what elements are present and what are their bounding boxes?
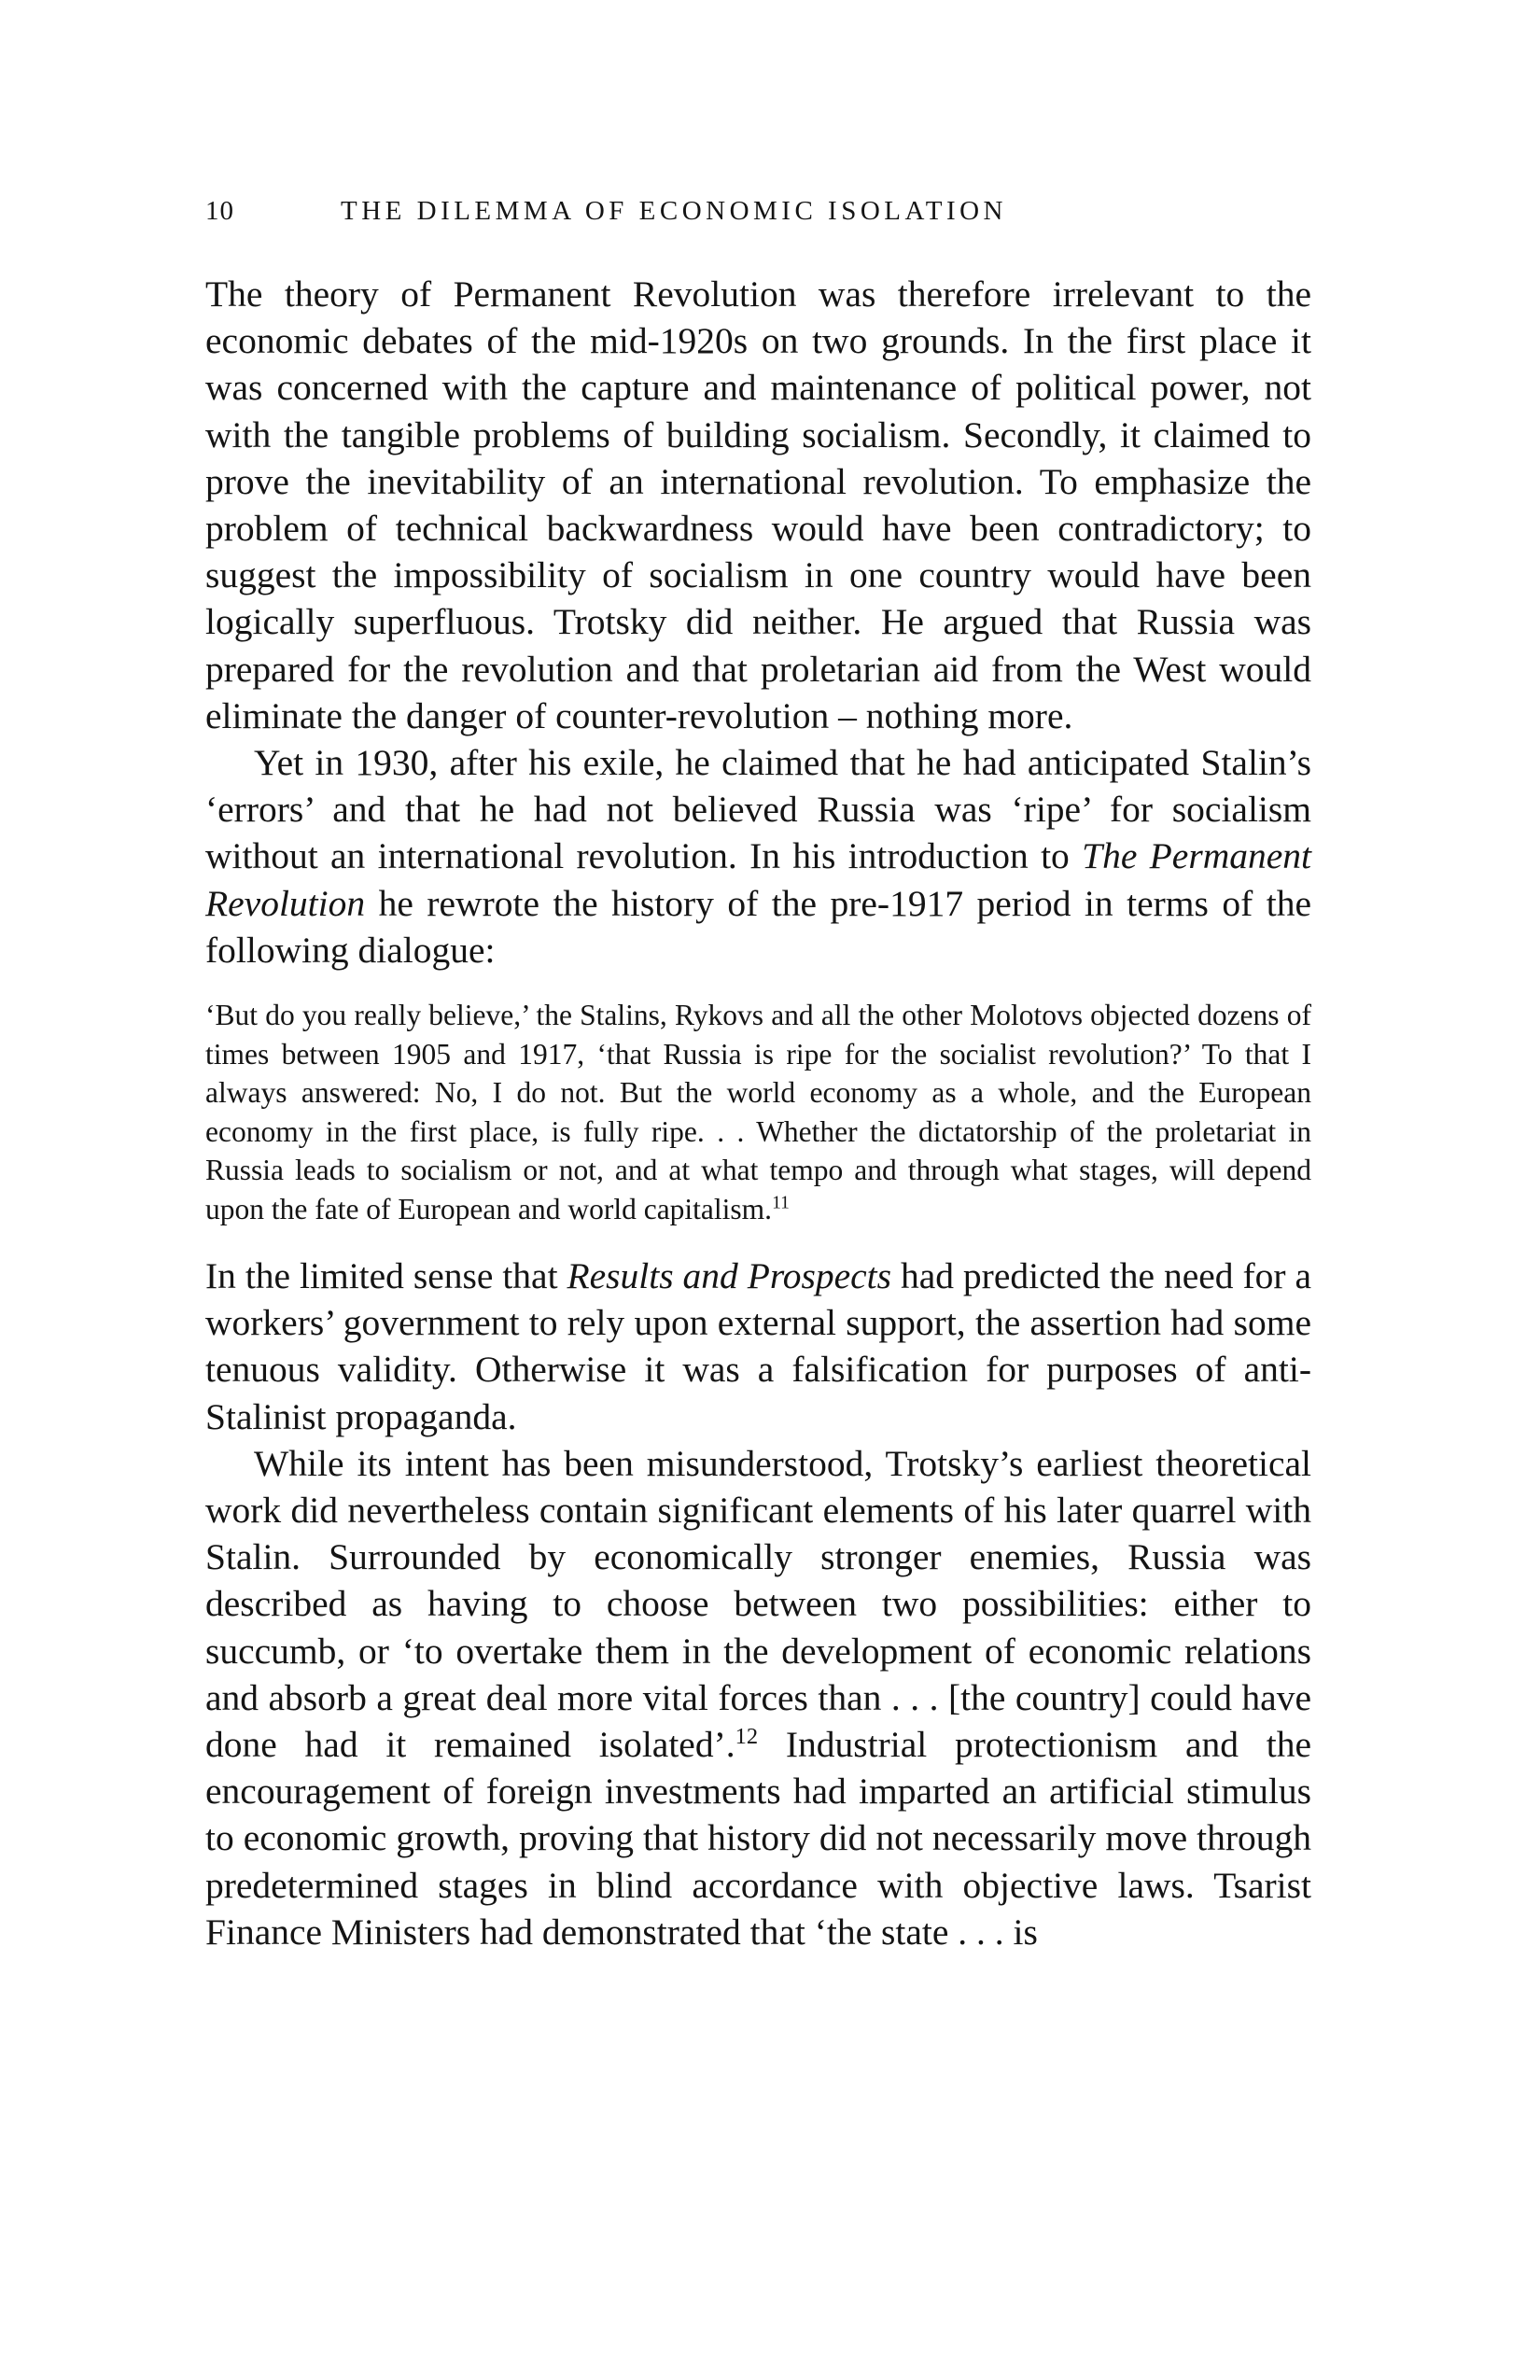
paragraph-text: Industrial protectionism and the encouragement of foreign investments had imparted an artificial stimulus to economic growth, proving that history did not necessarily move through predetermined stages in blind accordance with objective laws. Tsarist Finance Ministers had demonstrated that ‘the state . . . is: [205, 1724, 1311, 1953]
paragraph-text: had predicted the need for a workers’ government to rely upon external support, the assertion had some tenuous validity. Otherwise it was a falsification for purposes of anti-Stalinist propaganda.: [205, 1255, 1311, 1437]
paragraph-text: While its intent has been misunderstood, Trotsky’s earliest theoretical work did nevertheless contain significant elements of his later quarrel with Stalin. Surrounded by economically stronger enemies, Russia was described as having to choose between two possibilities: either to succumb, or ‘to overtake them in the development of economic relations and absorb a great deal more vital forces than . . . [the country] could have done had it remained isolated’.: [205, 1442, 1311, 1766]
running-head: [205, 196, 1311, 245]
paragraph-text: Yet in 1930, after his exile, he claimed that he had anticipated Stalin’s ‘errors’ and that he had not believed Russia was ‘ripe’ for socialism without an international revolution. In his introduction to: [205, 742, 1311, 877]
paragraph-results-and-prospects: [205, 1253, 1311, 1440]
paragraph-permanent-revolution: The theory of Permanent Revolution was therefore irrelevant to the economic debates of the mid-1920s on two grounds. In the first place it was concerned with the capture and maintenance of political power, not with the tangible problems of building socialism. Secondly, it claimed to prove the inevitability of an international revolution. To emphasize the problem of technical backwardness would have been contradictory; to suggest the impossibility of socialism in one country would have been logically superfluous. Trotsky did neither. He argued that Russia was prepared for the revolution and that proletarian aid from the West would eliminate the danger of counter-revolution – nothing more.: [205, 273, 1311, 736]
paragraph-text: In the limited sense that: [205, 1255, 567, 1297]
paragraph-trotsky-claim: [205, 739, 1311, 973]
block-quote: [205, 996, 1311, 1228]
quote-text: ‘But do you really believe,’ the Stalins, Rykovs and all the other Molotovs objected dozens of times between 1905 and 1917, ‘that Russia is ripe for the socialist revolution?’ To that I always answered: No, I do not. But the world economy as a whole, and the European economy in the first place, is fully ripe. . . Whether the dictatorship of the proletariat in Russia leads to socialism or not, and at what tempo and through what stages, will depend upon the fate of European and world capitalism.: [205, 999, 1311, 1225]
book-page: [205, 196, 1311, 1955]
book-title: The Permanent Revolution: [205, 835, 1311, 924]
running-title: THE DILEMMA OF ECONOMIC ISOLATION: [341, 196, 1007, 226]
footnote-reference: 11: [772, 1193, 790, 1213]
paragraph-text: he rewrote the history of the pre-1917 period in terms of the following dialogue:: [205, 882, 1311, 971]
page-number: 10: [205, 196, 234, 226]
book-title: Results and Prospects: [567, 1255, 892, 1297]
paragraph-earliest-work: [205, 1440, 1311, 1955]
footnote-reference: 12: [735, 1723, 759, 1749]
